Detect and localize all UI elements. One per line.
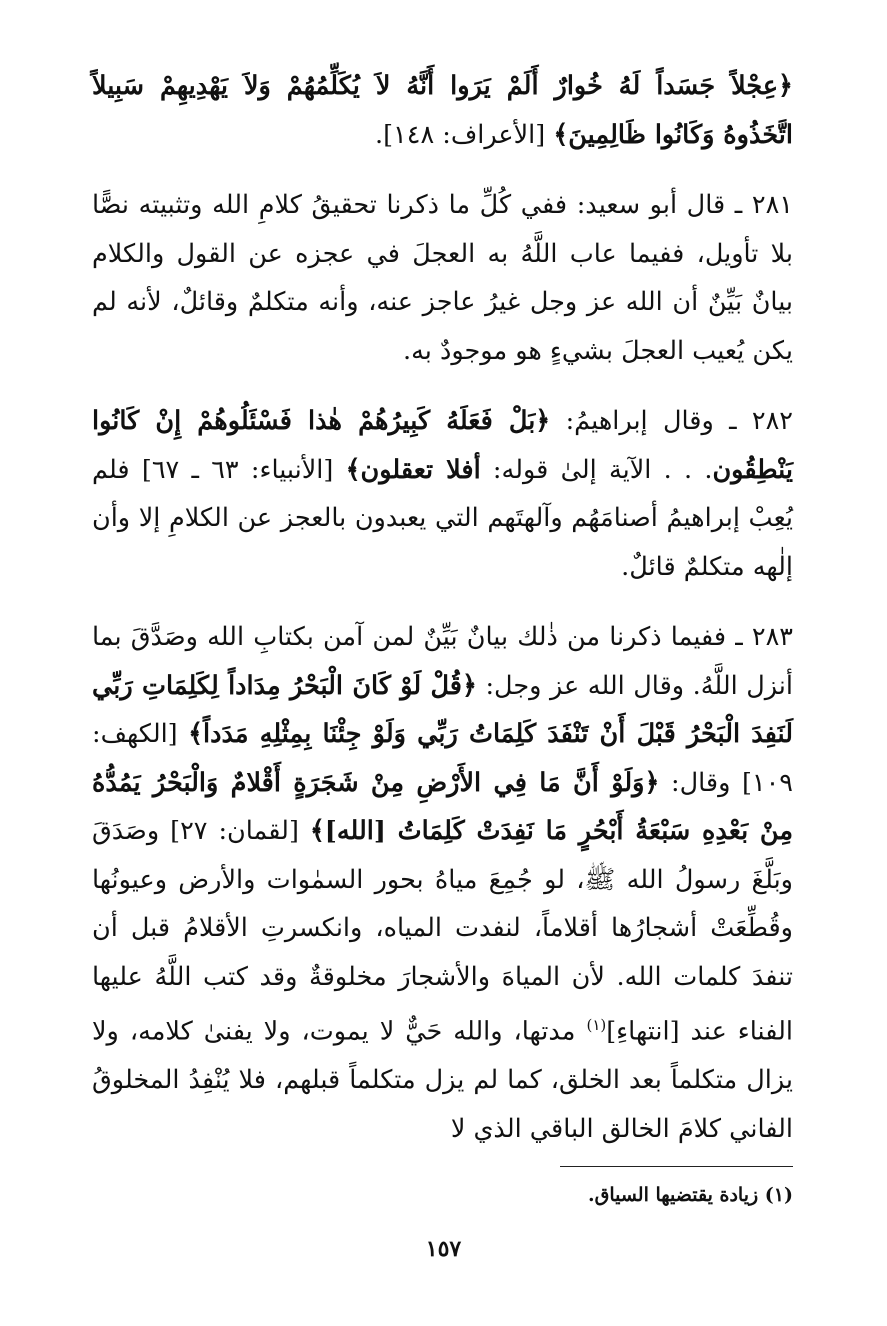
- paragraph-lead: ٢٨٢ ـ وقال إبراهيمُ:: [550, 406, 793, 436]
- paragraph-281: [92, 181, 793, 375]
- paragraph-282: [92, 397, 793, 591]
- paragraph-rest-continued: مدتها، والله حَيٌّ لا يموت، ولا يفنىٰ كلامه، ولا يزال متكلماً بعد الخلق، كما لم يزل متكلماً قبلهم، فلا يُنْفِدُ المخلوقُ الفاني كلامَ الخالق الباقي الذي لا: [92, 1016, 793, 1144]
- quran-verse-luqman: ﴿وَلَوْ أَنَّ مَا فِي الأَرْضِ مِنْ شَجَرَةٍ أَقْلامٌ وَالْبَحْرُ يَمُدُّهُ مِنْ بَعْدِهِ سَبْعَةُ أَبْحُرٍ مَا نَفِدَتْ كَلِمَاتُ [الله]﴾: [92, 767, 793, 846]
- quran-verse-kahf: ﴿قُلْ لَوْ كَانَ الْبَحْرُ مِدَاداً لِكَلِمَاتِ رَبِّي لَنَفِدَ الْبَحْرُ قَبْلَ أَنْ تَنْفَدَ كَلِمَاتُ رَبِّي وَلَوْ جِئْنَا بِمِثْلِهِ مَدَداً﴾: [92, 670, 793, 749]
- paragraph-rest: [الأنبياء: ٦٣ ـ ٦٧] فلم يُعِبْ إبراهيمُ أصنامَهُم وآلهتَهم التي يعبدون بالعجز عن الكلامِ إلا وأن إلٰهه متكلمٌ قائلٌ.: [92, 454, 793, 582]
- footnote-separator: [560, 1166, 793, 1167]
- footnote-text: زيادة يقتضيها السياق.: [587, 1184, 765, 1206]
- paragraph-mid: . . . الآية إلىٰ قوله:: [480, 454, 713, 485]
- paragraph-text: ٢٨١ ـ قال أبو سعيد: ففي كُلِّ ما ذكرنا تحقيقُ كلامِ الله وتثبيته نصًّا بلا تأويل، ففيما عاب اللَّهُ به العجلَ في عجزه عن القول والكلام بيانٌ بَيِّنٌ أن الله عز وجل غيرُ عاجز عنه، وأنه متكلمٌ وقائلٌ، لأنه لم يكن يُعيب العجلَ بشيءٍ هو موجودٌ به.: [92, 190, 793, 366]
- footnote-number: (١): [764, 1184, 793, 1206]
- paragraph-283: [92, 613, 793, 1153]
- main-text: [92, 62, 793, 1153]
- verse-reference: [الكهف: ١٠٩] وقال:: [92, 719, 793, 798]
- paragraph-lead: ٢٨٣ ـ ففيما ذكرنا من ذٰلك بيانٌ بَيِّنٌ لمن آمن بكتابِ الله وصَدَّقَ بما أنزل اللَّهُ. وقال الله عز وجل:: [92, 622, 793, 701]
- footnote: [92, 1180, 793, 1210]
- footnote-marker[interactable]: (١): [586, 1016, 607, 1034]
- paragraph-rest: [لقمان: ٢٧] وصَدَقَ وبَلَّغَ رسولُ الله ﷺ، لو جُمِعَ مياهُ بحور السمٰوات والأرض وعيونُها وقُطِّعَتْ أشجارُها أقلاماً، لنفدت المياه، وانكسرتِ الأقلامُ قبل أن تنفدَ كلمات الله. لأن المياهَ والأشجارَ مخلوقةٌ وقد كتب اللَّهُ عليها الفناء عند [انتهاءِ]: [92, 816, 793, 1047]
- intro-verse-paragraph: [92, 62, 793, 159]
- quran-verse: ﴿عِجْلاً جَسَداً لَهُ خُوارٌ أَلَمْ يَرَوا أَنَّهُ لاَ يُكَلِّمُهُمْ وَلاَ يَهْدِيهِمْ سَبِيلاً اتَّخَذُوهُ وَكَانُوا ظَالِمِينَ﴾: [92, 71, 793, 150]
- quran-verse: ﴿بَلْ فَعَلَهُ كَبِيرُهُمْ هٰذا فَسْئَلُوهُمْ إِنْ كَانُوا يَنْطِقُون: [92, 406, 793, 485]
- page-number: ١٥٧: [425, 1236, 462, 1262]
- verse-reference: [الأعراف: ١٤٨].: [374, 119, 554, 150]
- quran-verse-end: أفلا تعقلون﴾: [345, 454, 481, 485]
